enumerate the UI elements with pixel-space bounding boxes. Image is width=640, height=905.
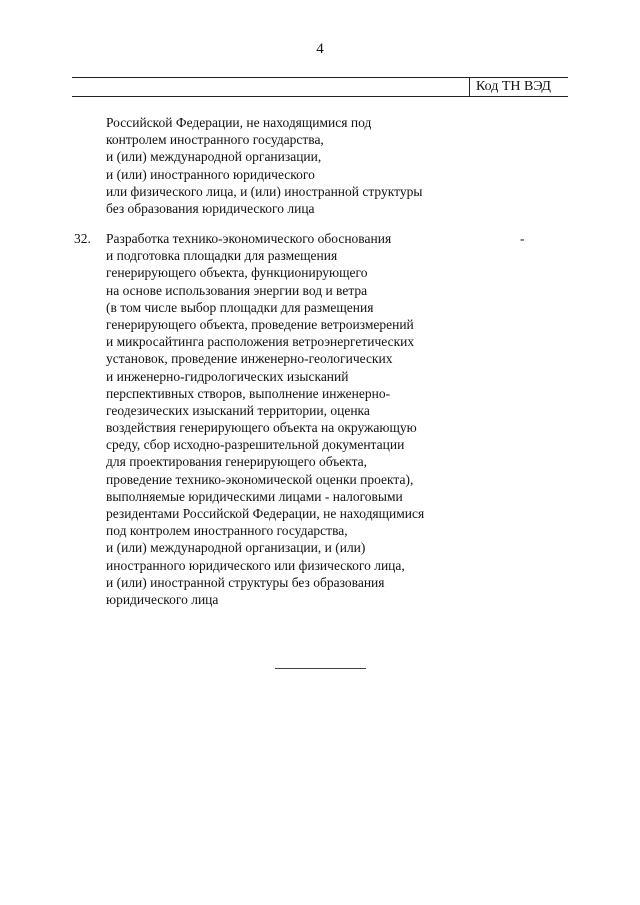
text-line: воздействия генерирующего объекта на окружающую (106, 420, 417, 436)
text-line: или физического лица, и (или) иностранной структуры (106, 183, 423, 199)
text-line: и подготовка площадки для размещения (106, 248, 338, 264)
text-line: на основе использования энергии вод и ветра (106, 282, 368, 298)
text-line: и (или) международной организации, и (или) (106, 540, 366, 556)
text-line: (в том числе выбор площадки для размещения (106, 299, 374, 315)
text-line: геодезических изысканий территории, оценка (106, 402, 370, 418)
text-line: Российской Федерации, не находящимися под (106, 115, 372, 130)
text-line: и (или) международной организации, (106, 149, 322, 165)
text-line: установок, проведение инженерно-геологических (106, 351, 393, 367)
text-line: генерирующего объекта, функционирующего (106, 265, 368, 281)
text-line: Разработка технико-экономического обоснования (106, 231, 392, 246)
text-line: юридического лица (106, 591, 219, 607)
text-line: и инженерно-гидрологических изысканий (106, 368, 349, 384)
text-line: среду, сбор исходно-разрешительной документации (106, 437, 405, 453)
text-line: контролем иностранного государства, (106, 132, 324, 148)
continued-item-text (106, 114, 422, 217)
item-number: 32. (74, 231, 91, 246)
text-line: резидентами Российской Федерации, не находящимися (106, 506, 425, 521)
text-line: иностранного юридического или физического лица, (106, 557, 405, 573)
page-number: 4 (316, 41, 324, 57)
table-header-divider (469, 77, 470, 96)
text-line: без образования юридического лица (106, 200, 315, 216)
table-header-top-rule (72, 77, 568, 78)
end-of-document-rule (275, 668, 366, 669)
text-line: для проектирования генерирующего объекта, (106, 454, 368, 470)
item-code: - (520, 231, 525, 246)
text-line: перспективных створов, выполнение инженерно- (106, 385, 391, 401)
item-description (106, 230, 424, 608)
text-line: выполняемые юридическими лицами - налоговыми (106, 488, 403, 504)
text-line: генерирующего объекта, проведение ветроизмерений (106, 316, 414, 332)
text-line: под контролем иностранного государства, (106, 523, 348, 539)
text-line: проведение технико-экономической оценки проекта), (106, 471, 414, 487)
text-line: и микросайтинга расположения ветроэнергетических (106, 334, 415, 350)
text-line: и (или) иностранной структуры без образования (106, 574, 385, 590)
table-header-bottom-rule (72, 96, 568, 97)
text-line: и (или) иностранного юридического (106, 166, 315, 182)
code-column-header: Код ТН ВЭД (476, 79, 551, 94)
